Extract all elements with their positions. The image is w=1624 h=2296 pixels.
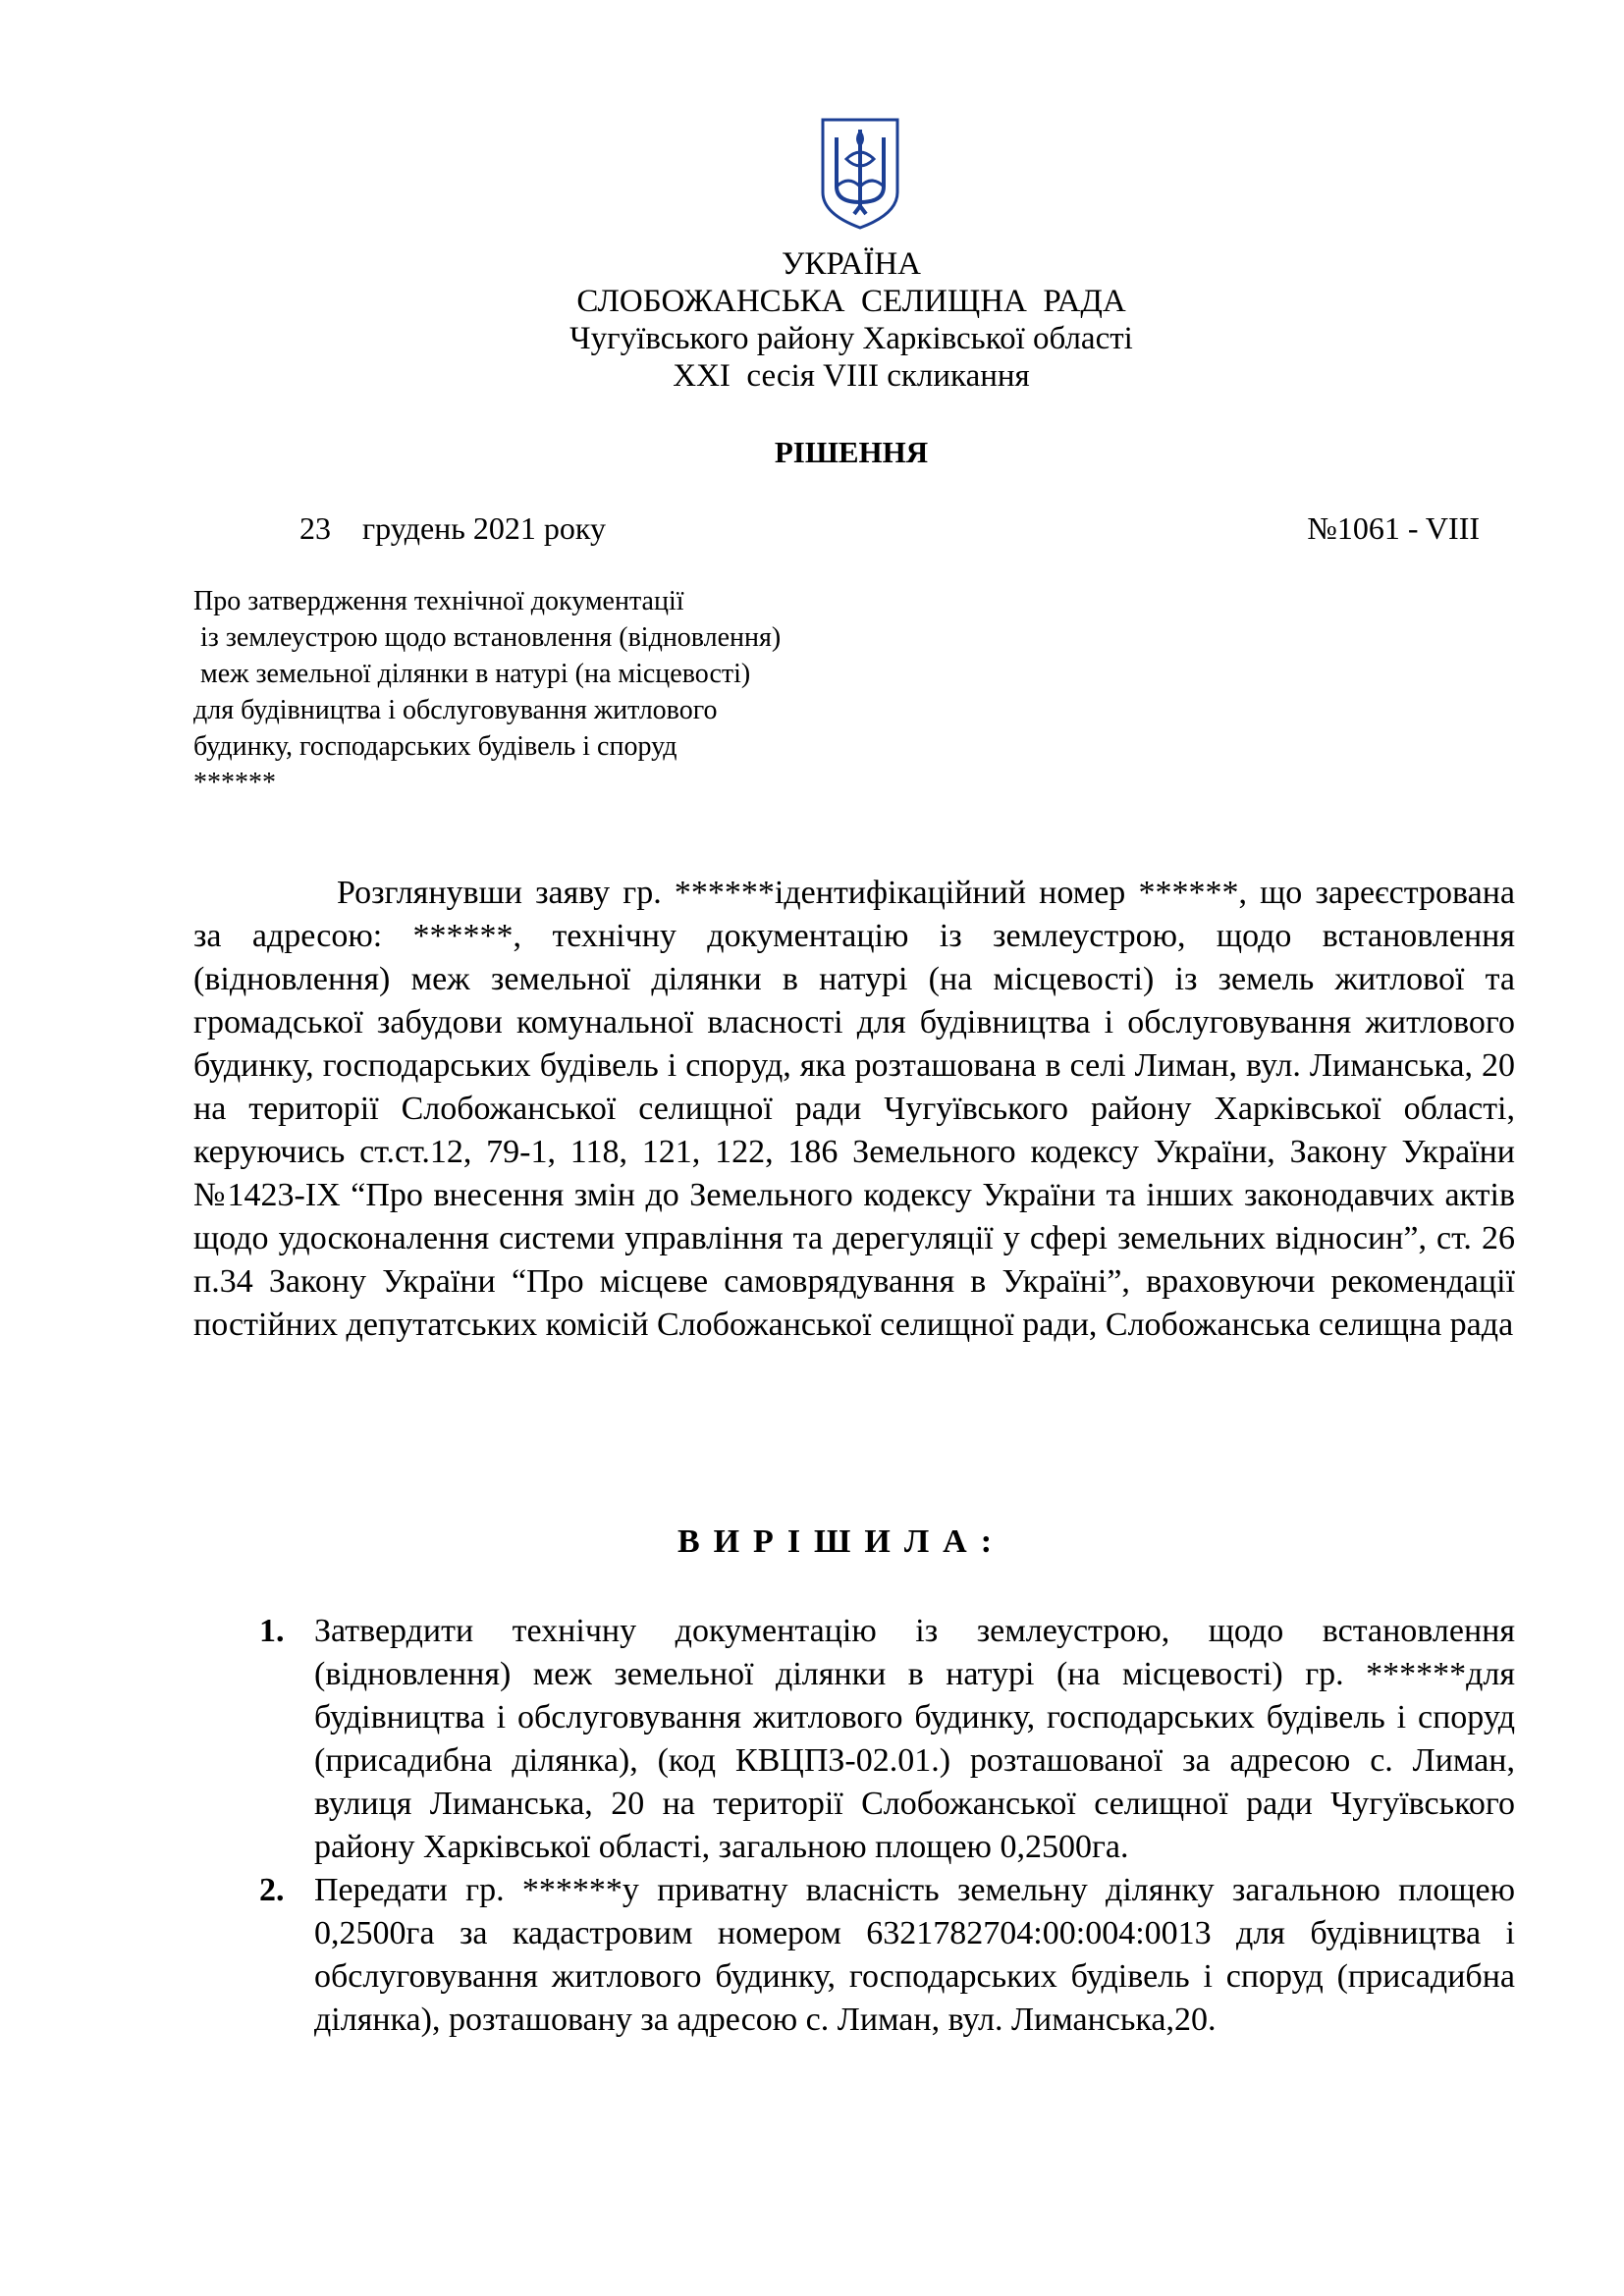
country-name: УКРАЇНА xyxy=(782,246,921,282)
preamble xyxy=(193,872,1515,1347)
item-number: 2. xyxy=(259,1872,285,1908)
subject-line: із землеустрою щодо встановлення (відновлення) xyxy=(193,622,782,653)
document-title: РІШЕННЯ xyxy=(774,435,929,469)
decision-item xyxy=(259,1610,1515,1869)
council-name: СЛОБОЖАНСЬКА СЕЛИЩНА РАДА xyxy=(576,284,1126,319)
item-number: 1. xyxy=(259,1613,285,1649)
document-header xyxy=(0,245,1624,395)
decision-subject xyxy=(193,583,781,801)
subject-line: для будівництва і обслуговування житлового xyxy=(193,695,718,725)
session-info: XXI сесія VIII скликання xyxy=(673,358,1030,394)
preamble-paragraph: Розглянувши заяву гр. ******ідентифікаційний номер ******, що зареєстрована за адресою: ******, технічну документацію із землеустрою, щодо встановлення (відновлення) меж земельної ділянки в натурі (на місцевості) із земель житлової та громадської забудови комунальної власності для будівництва і обслуговування житлового будинку, господарських будівель і споруд, яка розташована в селі Лиман, вул. Лиманська, 20 на території Слобожанської селищної ради Чугуївського району Харківської області, керуючись ст.ст.12, 79-1, 118, 121, 122, 186 Земельного кодексу України, Закону України №1423-IX “Про внесення змін до Земельного кодексу України та інших законодавчих актів щодо удосконалення системи управління та дерегуляції у сфері земельних відносин”, ст. 26 п.34 Закону України “Про місцеве самоврядування в Україні”, враховуючи рекомендації постійних депутатських комісій Слобожанської селищної ради, Слобожанська селищна рада xyxy=(193,875,1515,1343)
decided-heading: ВИРІШИЛА: xyxy=(677,1523,1006,1560)
trident-coat-of-arms-icon xyxy=(819,116,901,232)
subject-line: будинку, господарських будівель і споруд xyxy=(193,731,677,762)
item-text: Передати гр. ******у приватну власність земельну ділянку загальною площею 0,2500га за кадастровим номером 6321782704:00:004:0013 для будівництва і обслуговування житлового будинку, господарських будівель і споруд (присадибна ділянка), розташовану за адресою с. Лиман, вул. Лиманська,20. xyxy=(314,1872,1515,2038)
subject-line: Про затвердження технічної документації xyxy=(193,586,684,616)
decision-date: 23 грудень 2021 року xyxy=(299,510,606,546)
subject-line: меж земельної ділянки в натурі (на місцевості) xyxy=(193,659,751,689)
item-text: Затвердити технічну документацію із землеустрою, щодо встановлення (відновлення) меж земельної ділянки в натурі (на місцевості) гр. ******для будівництва і обслуговування житлового будинку, господарських будівель і споруд (присадибна ділянка), (код КВЦПЗ-02.01.) розташованої за адресою с. Лиман, вулиця Лиманська, 20 на території Слобожанської селищної ради Чугуївського району Харківської області, загальною площею 0,2500га. xyxy=(314,1613,1515,1865)
subject-line: ****** xyxy=(193,768,276,798)
district-name: Чугуївського району Харківської області xyxy=(569,321,1133,356)
decision-number: №1061 - VIII xyxy=(1307,510,1480,546)
decision-item xyxy=(259,1869,1515,2042)
decision-items xyxy=(259,1610,1515,2042)
